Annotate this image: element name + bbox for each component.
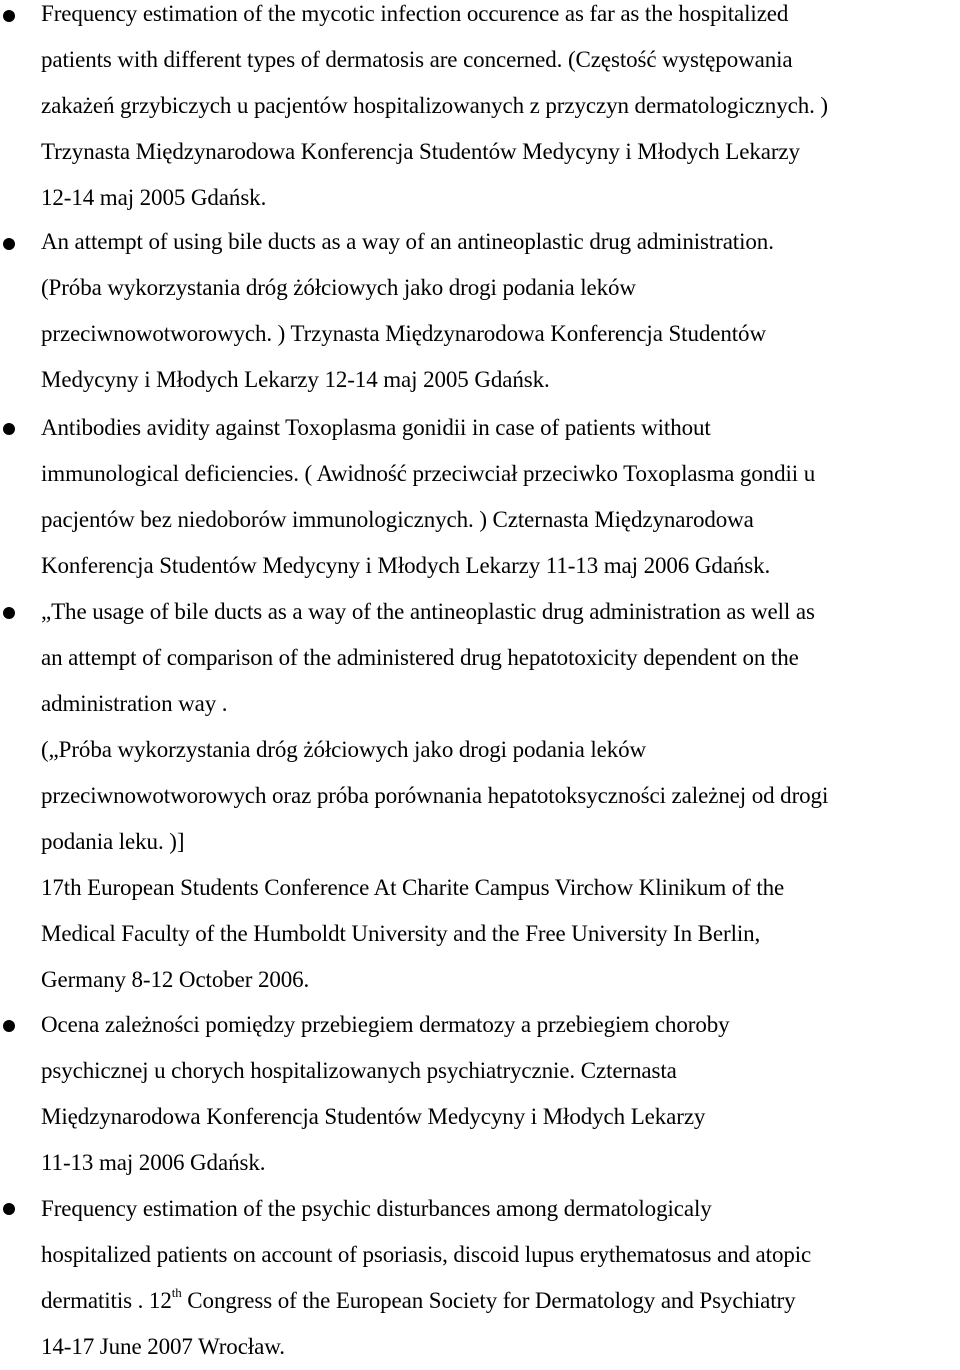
entry-text: Antibodies avidity against Toxoplasma gonidii in case of patients without immunological deficiencies. ( Awidność przeciwciał przeciwko Toxoplasma gondii u pacjentów bez niedoborów immunologicznych. ) Czternasta Międzynarodowa Konferencja Studentów Medycyny i Młodych Lekarzy 11-13 maj 2006 Gdańsk.: [41, 415, 816, 578]
entry-text-part: Frequency estimation of the psychic disturbances among dermatologicaly hospitalized patients on account of psoriasis, discoid lupus erythematosus and atopic dermatitis . 12: [41, 1196, 812, 1313]
bullet-icon: [3, 1203, 15, 1215]
entry-text: Frequency estimation of the mycotic infection occurence as far as the hospitalized patients with different types of dermatosis are concerned. (Częstość występowania zakażeń grzybiczych u pacjentów hospitalizowanych z przyczyn dermatologicznych. ) Trzynasta Międzynarodowa Konferencja Studentów Medycyny i Młodych Lekarzy 12-14 maj 2005 Gdańsk.: [41, 1, 828, 210]
entry-text-part: Congress of the European Society for Dermatology and Psychiatry 14-17 June 2007 Wrocław.: [41, 1288, 796, 1359]
entry-text: [41, 1186, 953, 1370]
entry-text: Ocena zależności pomiędzy przebiegiem dermatozy a przebiegiem choroby psychicznej u chorych hospitalizowanych psychiatrycznie. Czternasta Międzynarodowa Konferencja Studentów Medycyny i Młodych Lekarzy 11-13 maj 2006 Gdańsk.: [41, 1012, 730, 1175]
bullet-icon: [3, 238, 15, 250]
bullet-icon: [3, 607, 15, 619]
bullet-icon: [3, 10, 15, 22]
bullet-icon: [3, 423, 15, 435]
bullet-icon: [3, 1020, 15, 1032]
superscript-ordinal: th: [171, 1285, 182, 1301]
entry-text: „The usage of bile ducts as a way of the antineoplastic drug administration as well as an attempt of comparison of the administered drug hepatotoxicity dependent on the administration way . („Próba wykorzystania dróg żółciowych jako drogi podania leków przeciwnowotworowych oraz próba porównania hepatotoksyczności zależnej od drogi podania leku. )] 17th European Students Conference At Charite Campus Virchow Klinikum of the Medical Faculty of the Humboldt University and the Free University In Berlin, Germany 8-12 October 2006.: [41, 599, 829, 992]
entry-text: An attempt of using bile ducts as a way of an antineoplastic drug administration. (Próba wykorzystania dróg żółciowych jako drogi podania leków przeciwnowotworowych. ) Trzynasta Międzynarodowa Konferencja Studentów Medycyny i Młodych Lekarzy 12-14 maj 2005 Gdańsk.: [41, 229, 774, 392]
